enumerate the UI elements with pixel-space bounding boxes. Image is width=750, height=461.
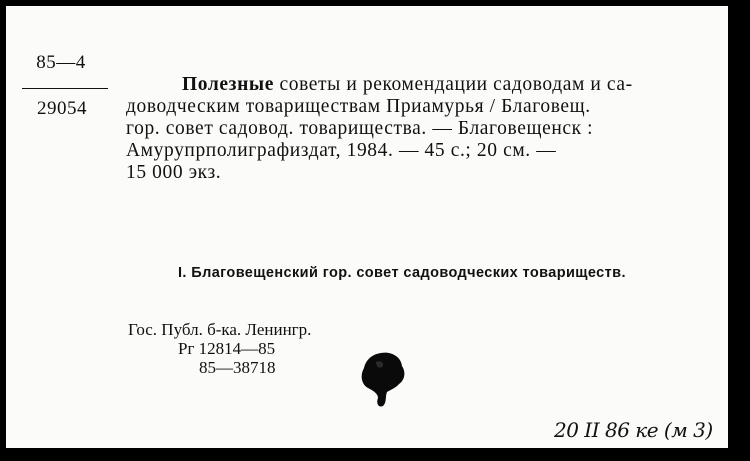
catalog-card xyxy=(6,6,728,448)
entry-line-3: гор. совет садовод. товарищества. — Благовещенск : xyxy=(126,118,594,139)
library-code: Рг 12814—85 xyxy=(178,339,276,358)
shelf-mark-top: 85—4 xyxy=(36,52,86,73)
entry-line-4: Амурупрполиграфиздат, 1984. — 45 с.; 20 см. — xyxy=(126,140,557,161)
entry-line-5: 15 000 экз. xyxy=(126,162,222,183)
bibliographic-entry xyxy=(126,74,702,184)
entry-title-lead: Полезные xyxy=(182,74,275,95)
library-stamp-text xyxy=(128,320,311,377)
handwritten-note: 20 II 86 ке (м 3) xyxy=(554,418,713,442)
accession-number: 85—38718 xyxy=(199,358,276,377)
ink-blot-mark xyxy=(356,350,410,408)
shelf-mark-bottom: 29054 xyxy=(37,98,87,119)
library-name: Гос. Публ. б-ка. Ленингр. xyxy=(128,320,312,339)
entry-line-2: доводческим товариществам Приамурья / Благовещ. xyxy=(126,96,591,117)
subject-heading: I. Благовещенский гор. совет садоводческих товариществ. xyxy=(178,265,626,281)
shelf-mark-divider xyxy=(22,88,108,89)
entry-line-1 xyxy=(126,74,702,96)
entry-line-1-rest: советы и рекомендации садоводам и са- xyxy=(279,74,633,95)
